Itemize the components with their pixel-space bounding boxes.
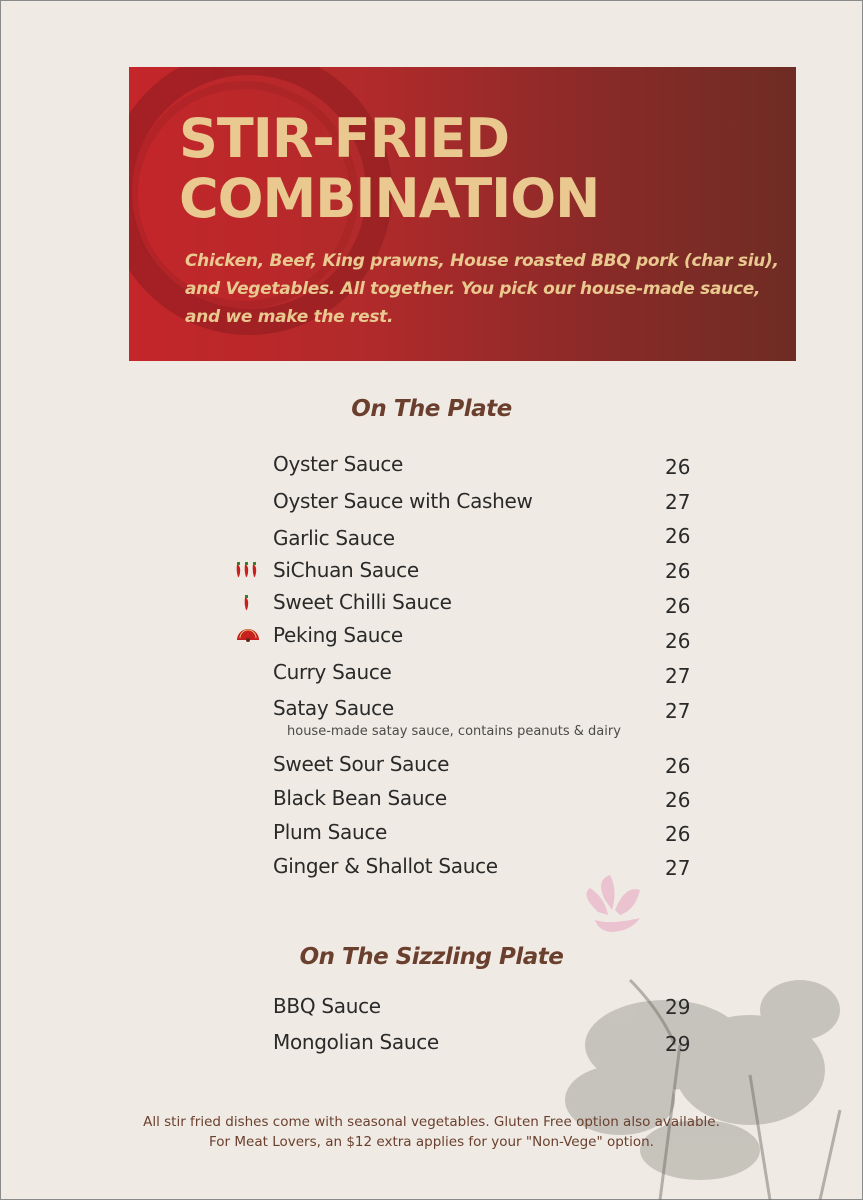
item-note: house-made satay sauce, contains peanuts & dairy: [287, 724, 621, 739]
item-price: 26: [665, 455, 691, 479]
footer-line-2: For Meat Lovers, an $12 extra applies for your "Non-Vege" option.: [209, 1134, 654, 1150]
section-heading-sizzling-plate: On The Sizzling Plate: [299, 944, 564, 970]
footer-line-1: All stir fried dishes come with seasonal vegetables. Gluten Free option also available.: [143, 1114, 720, 1130]
dish-description: Chicken, Beef, King prawns, House roasted BBQ pork (char siu), and Vegetables. All together. You pick our house-made sauce, and we make the rest.: [185, 251, 779, 327]
fan-icon: [234, 625, 262, 643]
item-name: Plum Sauce: [273, 820, 388, 844]
title-line-2: COMBINATION: [179, 167, 600, 230]
item-name: Peking Sauce: [273, 623, 403, 647]
item-price: 26: [665, 822, 691, 846]
item-name: Curry Sauce: [273, 660, 392, 684]
item-price: 29: [665, 1032, 691, 1056]
item-price: 26: [665, 754, 691, 778]
item-name: Mongolian Sauce: [273, 1030, 439, 1054]
item-price: 26: [665, 788, 691, 812]
title-line-1: STIR-FRIED: [179, 107, 510, 170]
one-chilli-icon: [234, 594, 262, 612]
item-name: Ginger & Shallot Sauce: [273, 854, 498, 878]
footer-notes: [0, 1112, 863, 1152]
item-name: Oyster Sauce: [273, 452, 404, 476]
item-price: 26: [665, 559, 691, 583]
section-heading-on-the-plate: On The Plate: [351, 396, 512, 422]
item-name: SiChuan Sauce: [273, 558, 419, 582]
three-chilli-icon: [234, 562, 262, 580]
item-price: 26: [665, 524, 691, 548]
item-price: 26: [665, 629, 691, 653]
item-name: Oyster Sauce with Cashew: [273, 489, 533, 513]
item-name: Black Bean Sauce: [273, 786, 447, 810]
item-price: 27: [665, 856, 691, 880]
page-title: [179, 109, 599, 229]
item-name: Garlic Sauce: [273, 526, 395, 550]
item-name: BBQ Sauce: [273, 994, 381, 1018]
item-name: Satay Sauce: [273, 696, 394, 720]
item-price: 29: [665, 995, 691, 1019]
item-price: 27: [665, 664, 691, 688]
item-name: Sweet Sour Sauce: [273, 752, 450, 776]
item-price: 27: [665, 490, 691, 514]
header-banner: [129, 67, 796, 361]
item-name: Sweet Chilli Sauce: [273, 590, 452, 614]
item-price: 27: [665, 699, 691, 723]
item-price: 26: [665, 594, 691, 618]
